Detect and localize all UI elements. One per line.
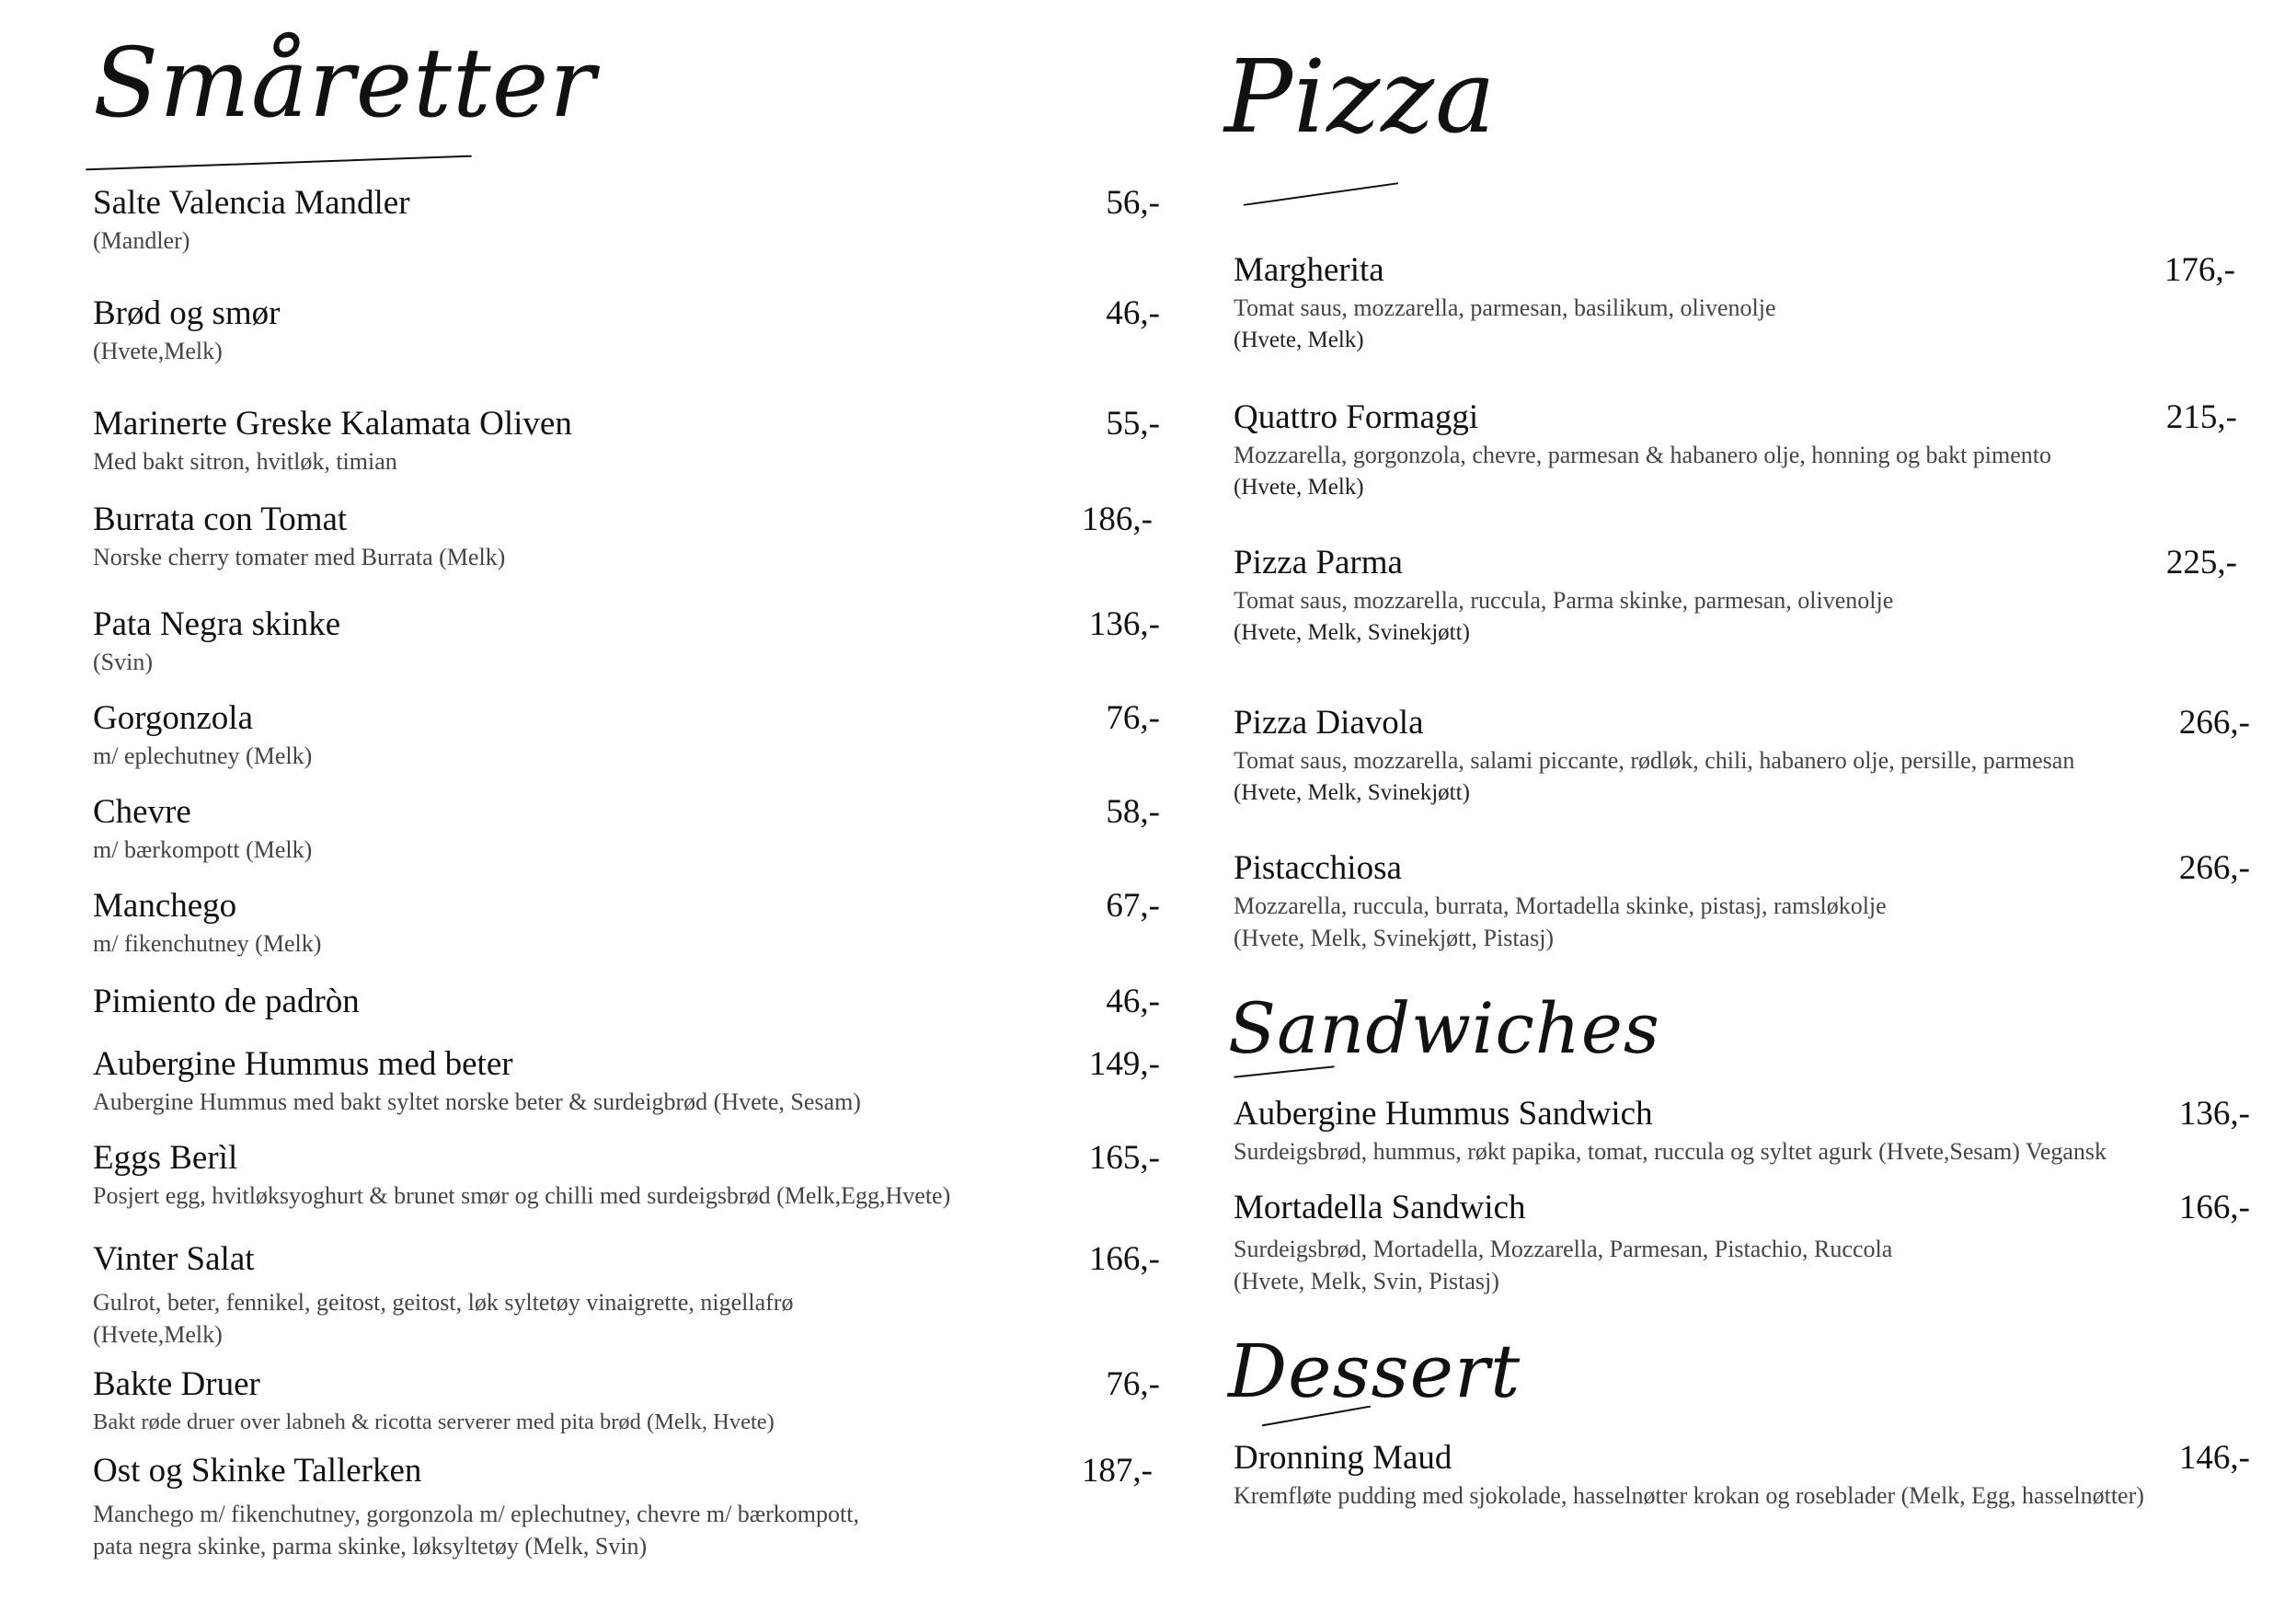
item-name: Pizza Parma — [1234, 544, 1403, 581]
item-price: 266,- — [2178, 849, 2250, 887]
item-name: Pimiento de padròn — [93, 983, 360, 1020]
menu-item — [93, 1137, 1160, 1212]
item-name: Quattro Formaggi — [1234, 398, 1479, 436]
item-name: Mortadella Sandwich — [1234, 1189, 1526, 1226]
item-description: Kremfløte pudding med sjokolade, hasselnøtter krokan og roseblader (Melk, Egg, hasselnøtter) — [1234, 1482, 2144, 1509]
item-price: 176,- — [2164, 251, 2235, 289]
menu-item — [93, 293, 1160, 367]
item-description: Aubergine Hummus med bakt syltet norske beter & surdeigbrød (Hvete, Sesam) — [93, 1088, 861, 1115]
menu-item — [93, 1238, 1160, 1351]
item-price: 149,- — [1088, 1045, 1160, 1083]
sandwiches-heading: Sandwiches — [1228, 987, 1660, 1069]
menu-item — [93, 1364, 1160, 1438]
pizza-heading-underline — [1244, 182, 1399, 206]
item-description: m/ bærkompott (Melk) — [93, 836, 313, 863]
item-name: Eggs Berìl — [93, 1139, 238, 1177]
item-allergens: (Hvete, Melk, Svin, Pistasj) — [1234, 1268, 1499, 1295]
item-description: (Hvete,Melk) — [93, 338, 223, 364]
item-description: Surdeigsbrød, Mortadella, Mozzarella, Parmesan, Pistachio, Ruccola — [1234, 1236, 1893, 1262]
item-price: 56,- — [1106, 184, 1160, 222]
item-name: Chevre — [93, 793, 191, 831]
item-name: Manchego — [93, 887, 237, 925]
item-description: Norske cherry tomater med Burrata (Melk) — [93, 544, 506, 570]
item-price: 165,- — [1088, 1139, 1160, 1177]
menu-item — [93, 981, 1160, 1023]
menu-item — [93, 499, 1153, 573]
item-name: Pistacchiosa — [1234, 849, 1402, 887]
item-allergens: (Hvete, Melk) — [1234, 328, 1364, 352]
item-name: Marinerte Greske Kalamata Oliven — [93, 405, 572, 443]
item-price: 46,- — [1106, 983, 1160, 1020]
item-allergens: (Hvete,Melk) — [93, 1321, 223, 1348]
item-name: Aubergine Hummus Sandwich — [1234, 1095, 1653, 1133]
item-price: 215,- — [2165, 398, 2237, 436]
item-description: Tomat saus, mozzarella, ruccula, Parma skinke, parmesan, olivenolje — [1234, 587, 1894, 614]
menu-item — [1234, 542, 2250, 649]
item-price: 76,- — [1106, 699, 1160, 737]
menu-item — [1234, 702, 2250, 809]
item-description: Gulrot, beter, fennikel, geitost, geitost, løk syltetøy vinaigrette, nigellafrø — [93, 1289, 794, 1316]
item-name: Pata Negra skinke — [93, 605, 341, 643]
item-description: Surdeigsbrød, hummus, røkt papika, tomat, ruccula og syltet agurk (Hvete,Sesam) Vegansk — [1234, 1138, 2107, 1165]
item-price: 76,- — [1106, 1365, 1160, 1403]
item-allergens: (Hvete, Melk) — [1234, 475, 1364, 500]
menu-item — [93, 791, 1160, 866]
menu-item — [1234, 1187, 2250, 1297]
item-name: Brød og smør — [93, 294, 281, 332]
item-price: 187,- — [1081, 1452, 1153, 1490]
item-price: 55,- — [1106, 405, 1160, 443]
menu-item — [93, 182, 1160, 257]
item-price: 136,- — [1088, 605, 1160, 643]
menu-item — [93, 697, 1160, 772]
item-allergens: (Hvete, Melk, Svinekjøtt) — [1234, 780, 1470, 805]
menu-item — [1234, 847, 2250, 954]
item-description: (Svin) — [93, 649, 153, 675]
item-description: Mozzarella, gorgonzola, chevre, parmesan & habanero olje, honning og bakt pimento — [1234, 442, 2052, 468]
menu-item — [1234, 249, 2250, 356]
item-allergens: pata negra skinke, parma skinke, løksyltetøy (Melk, Svin) — [93, 1533, 648, 1559]
dessert-heading: Dessert — [1228, 1329, 1521, 1414]
item-description: (Mandler) — [93, 227, 190, 254]
item-name: Salte Valencia Mandler — [93, 184, 410, 222]
item-name: Pizza Diavola — [1234, 704, 1424, 742]
item-description: Tomat saus, mozzarella, parmesan, basilikum, olivenolje — [1234, 294, 1776, 321]
menu-item — [93, 403, 1160, 478]
item-name: Gorgonzola — [93, 699, 253, 737]
item-price: 136,- — [2178, 1095, 2250, 1133]
item-price: 58,- — [1106, 793, 1160, 831]
item-price: 146,- — [2178, 1439, 2250, 1477]
smaretter-heading-underline — [86, 155, 472, 171]
item-description: Tomat saus, mozzarella, salami piccante, rødløk, chili, habanero olje, persille, parmesan — [1234, 747, 2075, 774]
item-description: m/ fikenchutney (Melk) — [93, 930, 322, 957]
item-description: Posjert egg, hvitløksyoghurt & brunet smør og chilli med surdeigsbrød (Melk,Egg,Hvete) — [93, 1182, 951, 1209]
item-price: 67,- — [1106, 887, 1160, 925]
item-price: 186,- — [1081, 501, 1153, 538]
menu-item — [93, 604, 1160, 678]
pizza-heading: Pizza — [1224, 38, 1497, 155]
item-name: Vinter Salat — [93, 1240, 255, 1278]
item-name: Burrata con Tomat — [93, 501, 348, 538]
menu-item — [1234, 1437, 2250, 1512]
item-name: Ost og Skinke Tallerken — [93, 1452, 422, 1490]
item-name: Margherita — [1234, 251, 1384, 289]
item-price: 46,- — [1106, 294, 1160, 332]
item-allergens: (Hvete, Melk, Svinekjøtt, Pistasj) — [1234, 925, 1555, 951]
menu-item — [1234, 1093, 2250, 1168]
item-description: Mozzarella, ruccula, burrata, Mortadella skinke, pistasj, ramsløkolje — [1234, 892, 1887, 919]
item-name: Aubergine Hummus med beter — [93, 1045, 513, 1083]
item-description: Manchego m/ fikenchutney, gorgonzola m/ eplechutney, chevre m/ bærkompott, — [93, 1501, 859, 1527]
menu-item — [93, 1043, 1160, 1118]
item-description: Bakt røde druer over labneh & ricotta serverer med pita brød (Melk, Hvete) — [93, 1410, 775, 1434]
item-description: m/ eplechutney (Melk) — [93, 742, 313, 769]
menu-item — [1234, 397, 2250, 503]
item-price: 225,- — [2165, 544, 2237, 581]
item-allergens: (Hvete, Melk, Svinekjøtt) — [1234, 620, 1470, 645]
menu-item — [93, 885, 1160, 960]
item-name: Bakte Druer — [93, 1365, 260, 1403]
menu-item — [93, 1450, 1153, 1562]
item-price: 166,- — [1088, 1240, 1160, 1278]
item-price: 266,- — [2178, 704, 2250, 742]
item-description: Med bakt sitron, hvitløk, timian — [93, 448, 397, 475]
item-name: Dronning Maud — [1234, 1439, 1452, 1477]
smaretter-heading: Småretter — [93, 27, 596, 139]
item-price: 166,- — [2178, 1189, 2250, 1226]
